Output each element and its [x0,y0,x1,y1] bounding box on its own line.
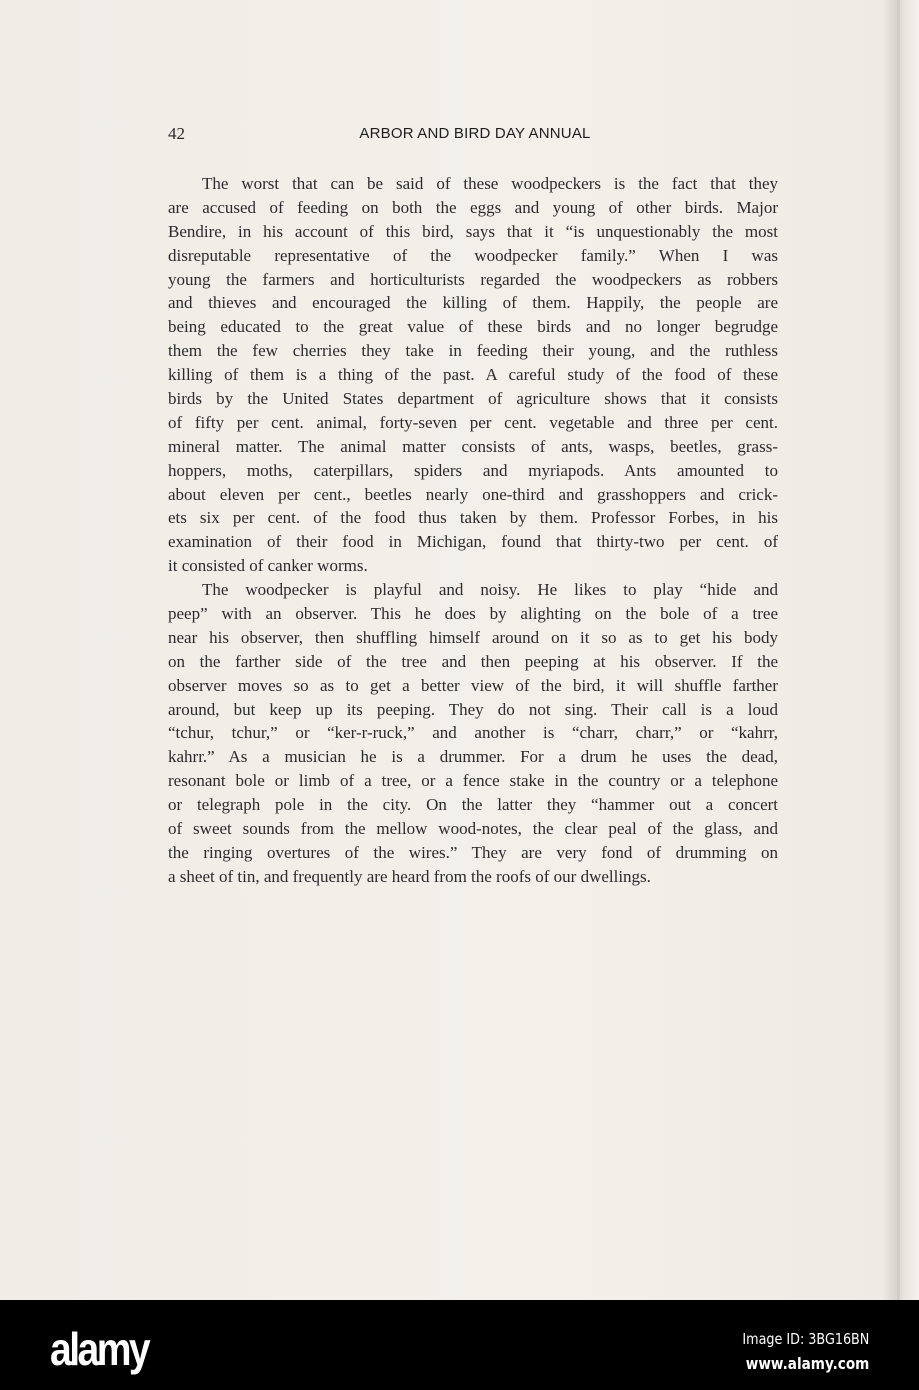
text-line: on the farther side of the tree and then peeping at his observer. If the [168,651,778,671]
running-title: ARBOR AND BIRD DAY ANNUAL [359,125,591,142]
image-id: Image ID: 3BG16BN [742,1330,869,1348]
text-line: of fifty per cent. animal, forty-seven per cent. vegetable and three per cent. [168,412,778,432]
alamy-logo: alamy [50,1323,149,1375]
page-number: 42 [168,124,185,143]
text-line: or telegraph pole in the city. On the latter they “hammer out a concert [168,795,778,815]
text-line: peep” with an observer. This he does by alighting on the bole of a tree [168,604,778,624]
text-line: Bendire, in his account of this bird, says that it “is unquestionably the most [168,221,778,241]
page-edge-shadow [897,0,900,1300]
text-line: disreputable representative of the woodpecker family.” When I was [168,245,778,265]
text-line: a sheet of tin, and frequently are heard from the roofs of our dwellings. [168,866,651,886]
watermark-url: www.alamy.com [745,1354,869,1373]
text-line: mineral matter. The animal matter consists of ants, wasps, beetles, grass- [168,436,778,456]
text-line: near his observer, then shuffling himself around on it so as to get his body [168,627,778,647]
body-text [168,172,778,889]
text-line: young the farmers and horticulturists regarded the woodpeckers as robbers [168,269,778,289]
text-line: resonant bole or limb of a tree, or a fence stake in the country or a telephone [168,771,778,791]
text-line: killing of them is a thing of the past. A careful study of the food of these [168,365,778,385]
text-line: “tchur, tchur,” or “ker-r-ruck,” and another is “charr, charr,” or “kahrr, [168,723,778,743]
text-line: observer moves so as to get a better view of the bird, it will shuffle farther [168,675,778,695]
paragraph [168,172,778,578]
text-line: ets six per cent. of the food thus taken by them. Professor Forbes, in his [168,508,778,528]
text-line: hoppers, moths, caterpillars, spiders and myriapods. Ants amounted to [168,460,778,480]
text-line: around, but keep up its peeping. They do not sing. Their call is a loud [168,699,778,719]
text-line: about eleven per cent., beetles nearly one-third and grasshoppers and crick- [168,484,778,504]
paragraph [168,578,778,889]
text-line: it consisted of canker worms. [168,556,368,576]
text-line: The woodpecker is playful and noisy. He likes to play “hide and [202,580,778,600]
watermark-bar [0,1300,919,1390]
text-line: examination of their food in Michigan, found that thirty-two per cent. of [168,532,778,552]
text-line: are accused of feeding on both the eggs and young of other birds. Major [168,197,778,217]
text-line: birds by the United States department of agriculture shows that it consists [168,389,778,409]
text-line: them the few cherries they take in feeding their young, and the ruthless [168,341,778,361]
text-line: being educated to the great value of these birds and no longer begrudge [168,317,778,337]
text-line: The worst that can be said of these woodpeckers is the fact that they [202,174,778,193]
text-line: kahrr.” As a musician he is a drummer. For a drum he uses the dead, [168,747,778,767]
text-line: of sweet sounds from the mellow wood-notes, the clear peal of the glass, and [168,819,778,839]
text-line: the ringing overtures of the wires.” They are very fond of drumming on [168,842,778,862]
text-line: and thieves and encouraged the killing of them. Happily, the people are [168,293,778,313]
